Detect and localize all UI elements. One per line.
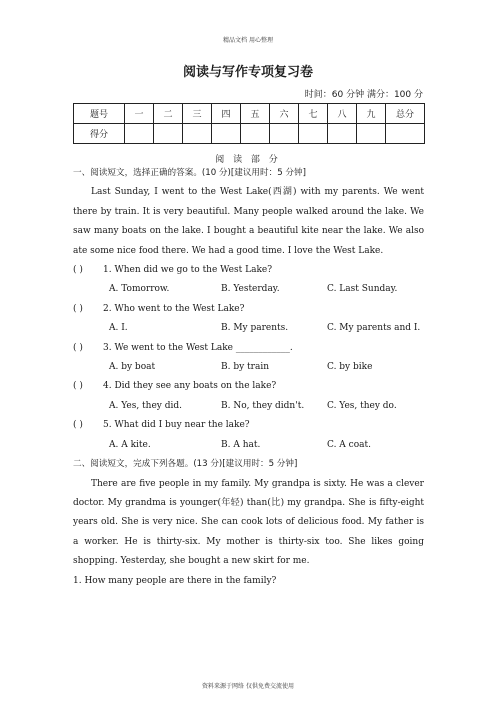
score-table-cell: 五	[241, 104, 270, 124]
time-info: 时间：60 分钟 满分：100 分	[304, 90, 423, 100]
option-a: A. I.	[109, 323, 128, 334]
page-footer-note: 资料来源于网络 仅供免费交流使用	[202, 683, 294, 690]
question-5-options	[73, 436, 424, 455]
question-1	[73, 261, 424, 280]
part1-passage: Last Sunday, I went to the West Lake(西湖) with my parents. We went there by train. It is very beautiful. Many people walked around the lake. We saw many boats on the lake. I bought a beautiful kite near the lake. We also ate some nice food there. We had a good time. I love the West Lake.	[73, 187, 424, 256]
question-3	[73, 339, 424, 358]
option-c: C. Last Sunday.	[327, 284, 398, 295]
exam-content	[73, 164, 424, 591]
question-4-options	[73, 397, 424, 416]
score-table-header-row	[74, 104, 425, 124]
score-table-cell: 题号	[74, 104, 125, 124]
page-header-note: 精品文档 用心整理	[223, 37, 273, 44]
option-a: A. Yes, they did.	[109, 400, 182, 411]
score-table-cell: 六	[270, 104, 299, 124]
score-table	[73, 103, 425, 144]
question-text: 1. When did we go to the West Lake?	[103, 265, 273, 276]
option-b: B. No, they didn't.	[221, 400, 305, 411]
score-blank-cell[interactable]	[125, 124, 154, 144]
part1-instruction: 一、阅读短文，选择正确的答案。(10 分)[建议用时：5 分钟]	[73, 168, 306, 178]
score-table-cell: 三	[183, 104, 212, 124]
score-table-cell: 一	[125, 104, 154, 124]
score-table-cell: 七	[299, 104, 328, 124]
score-blank-cell[interactable]	[183, 124, 212, 144]
score-table-cell: 九	[357, 104, 386, 124]
score-table-cell: 四	[212, 104, 241, 124]
score-table-cell: 八	[328, 104, 357, 124]
score-blank-cell[interactable]	[154, 124, 183, 144]
option-c: C. A coat.	[327, 439, 371, 450]
score-table-cell: 总分	[386, 104, 425, 124]
option-b: B. A hat.	[221, 439, 261, 450]
score-table-score-row	[74, 124, 425, 144]
score-blank-cell[interactable]	[328, 124, 357, 144]
question-4	[73, 377, 424, 396]
answer-blank[interactable]: ( )	[73, 303, 83, 314]
answer-blank[interactable]: ( )	[73, 342, 83, 353]
score-blank-cell[interactable]	[357, 124, 386, 144]
question-5	[73, 416, 424, 435]
option-c: C. Yes, they do.	[327, 400, 397, 411]
option-a: A. by boat	[109, 362, 156, 373]
page-title: 阅读与写作专项复习卷	[182, 65, 313, 80]
answer-blank[interactable]: ( )	[73, 420, 83, 431]
option-a: A. Tomorrow.	[109, 284, 170, 295]
score-table-cell: 二	[154, 104, 183, 124]
score-blank-cell[interactable]	[386, 124, 425, 144]
question-2	[73, 300, 424, 319]
question-1-options	[73, 280, 424, 299]
part2-passage: There are five people in my family. My grandpa is sixty. He was a clever doctor. My grandma is younger(年轻) than(比) my grandpa. She is fifty-eight years old. She is very nice. She can cook lots of delicious food. My father is a worker. He is thirty-six. My mother is thirty-six too. She likes going shopping. Yesterday, she bought a new skirt for me.	[73, 478, 424, 567]
question-3-options	[73, 358, 424, 377]
section-title: 阅 读 部 分	[215, 155, 281, 165]
score-blank-cell[interactable]	[241, 124, 270, 144]
question-text: 3. We went to the West Lake ____________.	[103, 342, 293, 353]
question-2-options	[73, 319, 424, 338]
part2-instruction: 二、阅读短文，完成下列各题。(13 分)[建议用时：5 分钟]	[73, 459, 298, 470]
option-a: A. A kite.	[109, 439, 151, 450]
option-c: C. My parents and I.	[327, 323, 421, 334]
option-b: B. by train	[221, 362, 270, 373]
option-c: C. by bike	[327, 362, 373, 373]
answer-blank[interactable]: ( )	[73, 265, 83, 276]
score-blank-cell[interactable]	[270, 124, 299, 144]
option-b: B. My parents.	[221, 323, 289, 334]
question-text: 4. Did they see any boats on the lake?	[103, 381, 277, 392]
question-text: 5. What did I buy near the lake?	[103, 420, 250, 431]
score-blank-cell[interactable]	[299, 124, 328, 144]
score-blank-cell[interactable]	[212, 124, 241, 144]
score-table-cell: 得分	[74, 124, 125, 144]
answer-blank[interactable]: ( )	[73, 381, 83, 392]
part2-question-1: 1. How many people are there in the family?	[73, 575, 277, 586]
question-text: 2. Who went to the West Lake?	[103, 303, 245, 314]
option-b: B. Yesterday.	[221, 284, 280, 295]
